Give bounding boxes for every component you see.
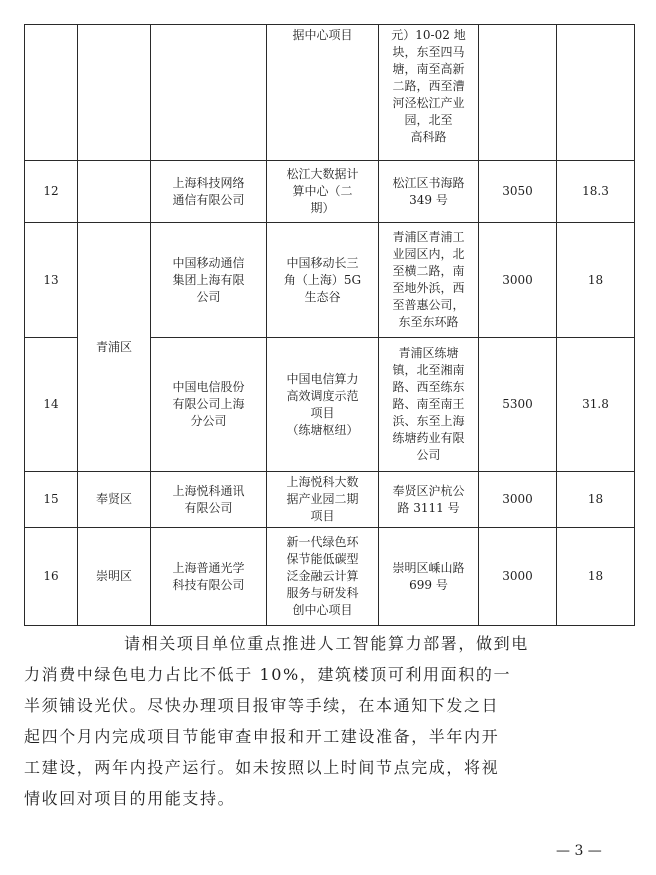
scale-cell [479, 25, 557, 161]
district-cell: 青浦区 [78, 223, 151, 472]
address-cell: 元）10-02 地 块，东至四马 塘，南至高新 二路，西至漕 河泾松江产业 园，北至 高科路 [379, 25, 479, 161]
company-cell: 上海悦科通讯 有限公司 [151, 472, 267, 528]
table-row [25, 472, 635, 528]
scale-cell: 3050 [479, 161, 557, 223]
table-row [25, 161, 635, 223]
project-table [24, 24, 635, 626]
value-cell: 18.3 [557, 161, 635, 223]
scale-cell: 3000 [479, 528, 557, 626]
value-cell: 31.8 [557, 338, 635, 472]
district-cell: 奉贤区 [78, 472, 151, 528]
page-number: — 3 — [556, 843, 602, 859]
project-cell: 中国电信算力 高效调度示范 项目 （练塘枢纽） [267, 338, 379, 472]
no-cell: 15 [25, 472, 78, 528]
company-cell [151, 25, 267, 161]
value-cell: 18 [557, 472, 635, 528]
table-row [25, 25, 635, 161]
address-cell: 松江区书海路 349 号 [379, 161, 479, 223]
scale-cell: 3000 [479, 472, 557, 528]
value-cell: 18 [557, 223, 635, 338]
no-cell: 14 [25, 338, 78, 472]
address-cell: 青浦区练塘 镇，北至湘南 路、西至练东 路、南至南王 浜、东至上海 练塘药业有限 公司 [379, 338, 479, 472]
value-cell [557, 25, 635, 161]
table-row [25, 528, 635, 626]
district-cell [78, 25, 151, 161]
value-cell: 18 [557, 528, 635, 626]
company-cell: 中国移动通信 集团上海有限 公司 [151, 223, 267, 338]
no-cell [25, 25, 78, 161]
no-cell: 13 [25, 223, 78, 338]
address-cell: 崇明区嵊山路 699 号 [379, 528, 479, 626]
company-cell: 上海科技网络 通信有限公司 [151, 161, 267, 223]
project-cell: 松江大数据计 算中心（二 期） [267, 161, 379, 223]
scale-cell: 5300 [479, 338, 557, 472]
address-cell: 青浦区青浦工 业园区内，北 至横二路，南 至地外浜，西 至普惠公司， 东至东环路 [379, 223, 479, 338]
scale-cell: 3000 [479, 223, 557, 338]
no-cell: 12 [25, 161, 78, 223]
district-cell: 崇明区 [78, 528, 151, 626]
project-cell: 上海悦科大数 据产业园二期 项目 [267, 472, 379, 528]
address-cell: 奉贤区沪杭公 路 3111 号 [379, 472, 479, 528]
project-cell: 新一代绿色环 保节能低碳型 泛金融云计算 服务与研发科 创中心项目 [267, 528, 379, 626]
company-cell: 中国电信股份 有限公司上海 分公司 [151, 338, 267, 472]
district-cell [78, 161, 151, 223]
company-cell: 上海普通光学 科技有限公司 [151, 528, 267, 626]
body-paragraph: 请相关项目单位重点推进人工智能算力部署，做到电 力消费中绿色电力占比不低于 10%，建筑楼顶可利用面积的一 半须铺设光伏。尽快办理项目报审等手续，在本通知下发之日 起四个月内完成项目节能审查申报和开工建设准备，半年内开 工建设，两年内投产运行。如未按照以上时间节点完成，将视 情收回对项目的用能支持。 [24, 634, 529, 808]
project-cell: 中国移动长三 角（上海）5G 生态谷 [267, 223, 379, 338]
project-cell: 据中心项目 [267, 25, 379, 161]
table-row [25, 223, 635, 338]
no-cell: 16 [25, 528, 78, 626]
